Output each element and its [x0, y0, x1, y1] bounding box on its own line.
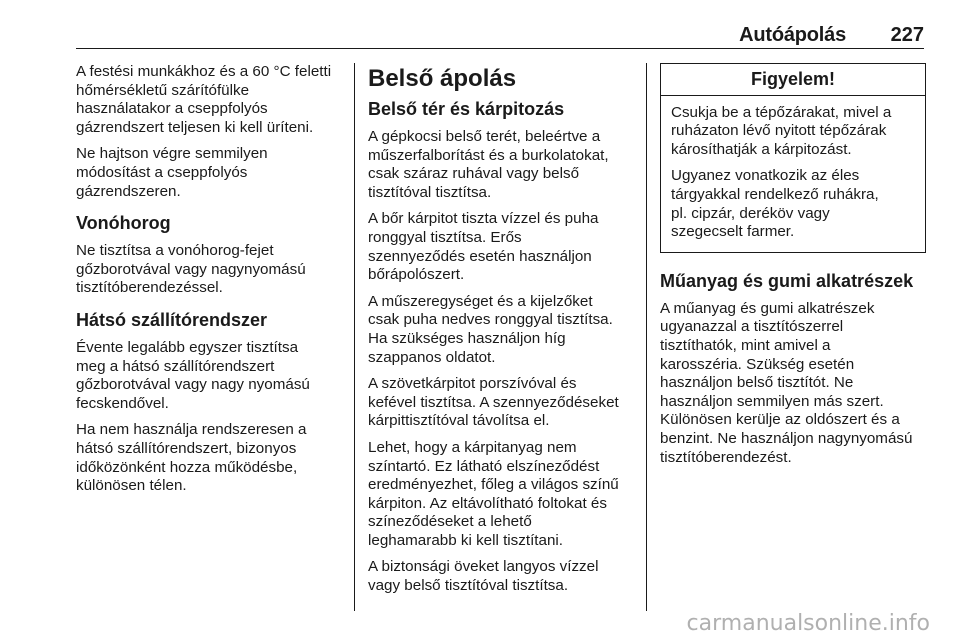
paragraph: A biztonsági öveket langyos vízzel vagy belső tisztítóval tisztítsa. [368, 558, 599, 595]
paragraph: A festési munkákhoz és a 60 °C feletti hőmérsékletű szárítófülke használatakor a cseppfolyós gázrendszert teljesen ki kell üríteni. [76, 63, 332, 136]
warning-paragraph: Csukja be a tépőzárakat, mivel a ruházaton lévő nyitott tépőzárak károsíthatják a kárpitozást. [671, 103, 892, 158]
chapter-title: Autóápolás [739, 24, 846, 46]
paragraph: Ne tisztítsa a vonóhorog-fejet gőzborotvával vagy nagynyomású tisztítóberendezéssel. [76, 242, 306, 297]
paragraph: Ne hajtson végre semmilyen módosítást a cseppfolyós gázrendszeren. [76, 145, 268, 200]
watermark: carmanualsonline.info [686, 611, 930, 636]
page-number: 227 [890, 24, 924, 46]
paragraph: Ha nem használja rendszeresen a hátsó szállítórendszert, bizonyos időközönként hozza működésbe, különösen télen. [76, 421, 307, 495]
paragraph: A szövetkárpitot porszívóval és kefével tisztítsa. A szennyeződéseket kárpittisztítóval távolítsa el. [368, 375, 619, 430]
page-header [76, 18, 924, 49]
section-heading-belso-ter: Belső tér és kárpitozás [368, 99, 565, 119]
paragraph: Évente legalább egyszer tisztítsa meg a hátsó szállítórendszert gőzborotvával vagy nagy nyomású fecskendővel. [76, 338, 310, 412]
paragraph: A gépkocsi belső terét, beleértve a műszerfalborítást és a burkolatokat, csak száraz ruhával vagy belső tisztítóval tisztítsa. [368, 128, 609, 201]
section-heading-hatso-szallitorendszer: Hátsó szállítórendszer [76, 309, 268, 330]
warning-body [661, 96, 925, 252]
section-heading-vonohorog: Vonóhorog [76, 213, 171, 234]
paragraph: Lehet, hogy a kárpitanyag nem színtartó. Ez látható elszíneződést eredményezhet, főleg a világos színű kárpiton. Az eltávolítható foltokat és színeződéseket a lehető leghamarabb ki kell tisztítani. [368, 438, 619, 549]
column-divider [354, 63, 355, 611]
column-divider [646, 63, 647, 611]
paragraph: A műanyag és gumi alkatrészek ugyanazzal a tisztítószerrel tisztíthatók, mint amivel a karosszéria. Szükség esetén használjon belső tisztítót. Ne használjon semmilyen más szert. Különösen kerülje az oldószert és a benzint. Ne használjon nagynyomású tisztítóberendezést. [660, 299, 913, 466]
paragraph: A bőr kárpitot tiszta vízzel és puha ronggyal tisztítsa. Erős szennyeződés esetén használjon bőrápolószert. [368, 210, 599, 284]
column-middle [368, 63, 636, 604]
column-right [660, 63, 928, 475]
warning-paragraph: Ugyanez vonatkozik az éles tárgyakkal rendelkező ruhákra, pl. cipzár, deréköv vagy szegecselt farmer. [671, 167, 879, 241]
warning-box [660, 63, 926, 253]
column-left [76, 63, 344, 504]
chapter-heading-belso-apolas: Belső ápolás [368, 65, 517, 92]
paragraph: A műszeregységet és a kijelzőket csak puha nedves ronggyal tisztítsa. Ha szükséges használjon híg szappanos oldatot. [368, 292, 613, 366]
warning-title: Figyelem! [661, 64, 925, 96]
section-heading-muanyag: Műanyag és gumi alkatrészek [660, 270, 914, 291]
